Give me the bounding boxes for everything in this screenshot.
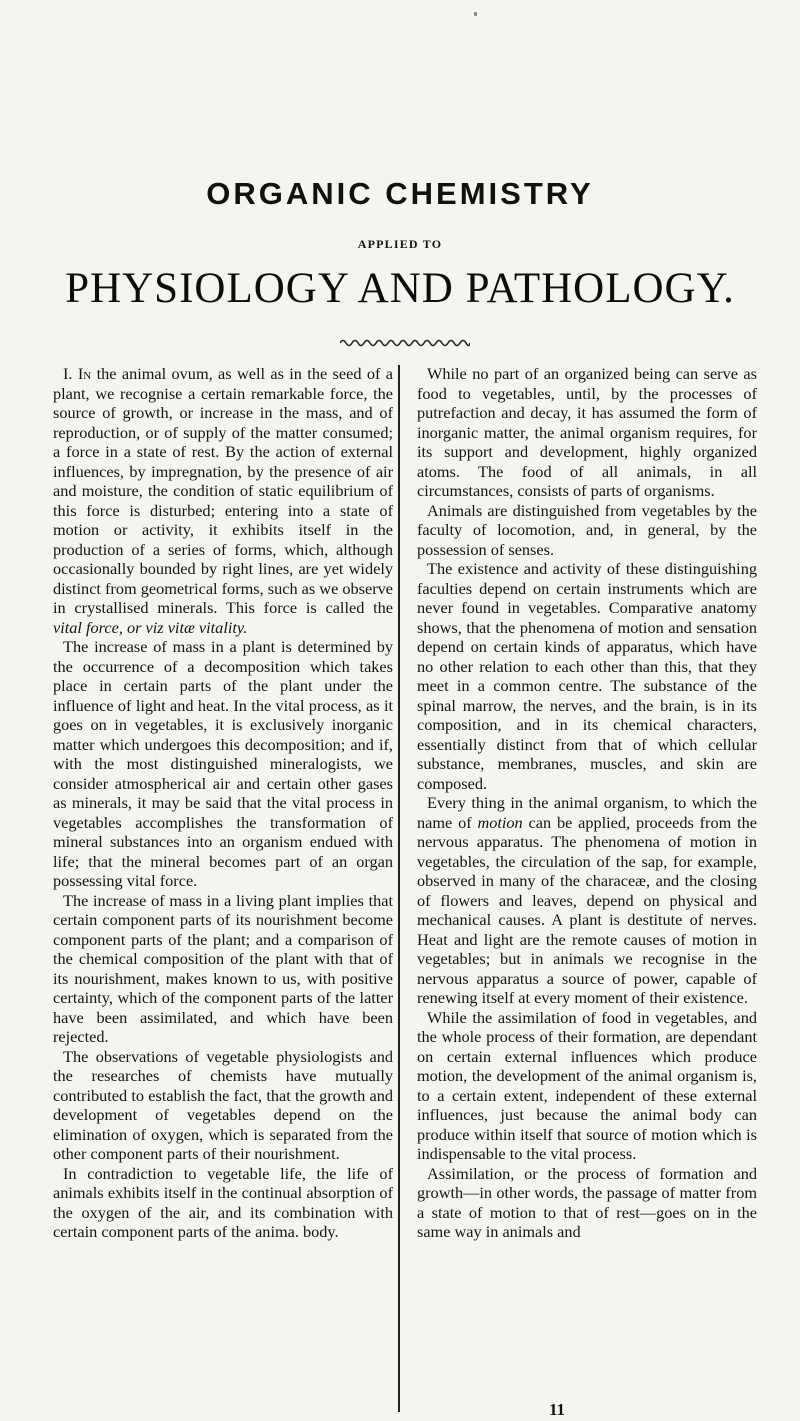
paragraph: The increase of mass in a living plant implies that certain component parts of its nourishment become component parts of the plant; and a comparison of the chemical composition of the plant with that of its nourishment, makes known to us, with positive certainty, which of the component parts of the latter have been assimilated, and which have been rejected. — [53, 890, 393, 1046]
paragraph: In contradiction to vegetable life, the life of animals exhibits itself in the continual absorption of the oxygen of the air, and its combination with certain component parts of the anima. body. — [53, 1163, 393, 1241]
paragraph-text: Every thing in the animal organism, to which the name of — [417, 793, 757, 832]
paragraph: The increase of mass in a plant is determined by the occurrence of a decomposition which takes place in certain parts of the plant under the influence of light and heat. In the vital process, as it goes on in vegetables, it is exclusively inorganic matter which undergoes this decomposition; and if, with the most distinguished mineralogists, we consider atmospherical air and certain other gases as minerals, it may be said that the vital process in vegetables accomplishes the transformation of mineral substances into an organism endued with life; that the mineral becomes part of an organ possessing vital force. — [53, 637, 393, 890]
paragraph-text: can be applied, proceeds from the nervous apparatus. The phenomena of motion in vegetables, the circulation of the sap, for example, observed in many of the characeæ, and the closing of flowers and leaves, depend on physical and mechanical causes. A plant is destitute of nerves. Heat and light are the remote causes of motion in vegetables; but in animals we recognise in the nervous apparatus a source of power, capable of renewing itself at every moment of their existence. — [417, 812, 757, 1007]
paragraph: The existence and activity of these distinguishing faculties depend on certain instruments which are never found in vegetables. Comparative anatomy shows, that the phenomena of motion and sensation depend on certain kinds of apparatus, which have no other relation to each other than this, that they meet in a common centre. The substance of the spinal marrow, the nerves, and the brain, is in its composition, and in its chemical characters, essentially distinct from that of which cellular substance, membranes, muscles, and skin are composed. — [417, 559, 757, 793]
paragraph: While the assimilation of food in vegetables, and the whole process of their formation, are dependant on certain external influences which produce motion, the development of the animal organism is, to a certain extent, independent of these external influences, just because the animal body can produce within itself that source of motion which is indispensable to the vital process. — [417, 1007, 757, 1163]
emphasis-motion: motion — [477, 812, 523, 832]
column-divider — [398, 365, 400, 1412]
section-number: I. — [63, 364, 73, 383]
print-speck — [474, 12, 477, 16]
right-column — [417, 364, 757, 1242]
page-number: 11 — [549, 1400, 566, 1419]
paragraph-motion — [417, 793, 757, 1008]
paragraph: While no part of an organized being can serve as food to vegetables, until, by the processes of putrefaction and decay, it has assumed the form of inorganic matter, the animal organism requires, for its support and development, highly organized atoms. The food of all animals, in all circumstances, consists of parts of organisms. — [417, 364, 757, 500]
title-organic-chemistry: ORGANIC CHEMISTRY — [206, 176, 594, 211]
title-applied-to: APPLIED TO — [357, 237, 443, 251]
left-column — [53, 364, 393, 1242]
wavy-rule-ornament-icon — [340, 337, 470, 349]
paragraph-text: the animal ovum, as well as in the seed of a plant, we recognise a certain remarkable force, the source of growth, or increase in the mass, and of reproduction, or of supply of the matter consumed; a force in a state of rest. By the action of external influences, by impregnation, by the presence of air and moisture, the condition of static equilibrium of this force is disturbed; entering into a state of motion or activity, it exhibits itself in the production of a series of forms, which, although occasionally bounded by right lines, are yet widely distinct from geometrical forms, such as we observe in crystallised minerals. This force is called the — [53, 364, 393, 617]
paragraph: The observations of vegetable physiologists and the researches of chemists have mutually contributed to establish the fact, that the growth and development of vegetables depend on the elimination of oxygen, which is separated from the other component parts of their nourishment. — [53, 1046, 393, 1163]
emphasis-vital-force: vital force, or viz vitæ vitality. — [53, 617, 248, 637]
title-physiology-pathology: PHYSIOLOGY AND PATHOLOGY. — [65, 265, 735, 312]
paragraph-intro — [53, 364, 393, 637]
lead-word: In — [77, 364, 92, 383]
paragraph: Assimilation, or the process of formation and growth—in other words, the passage of matter from a state of motion to that of rest—goes on in the same way in animals and — [417, 1163, 757, 1241]
paragraph: Animals are distinguished from vegetables by the faculty of locomotion, and, in general, by the possession of senses. — [417, 500, 757, 559]
